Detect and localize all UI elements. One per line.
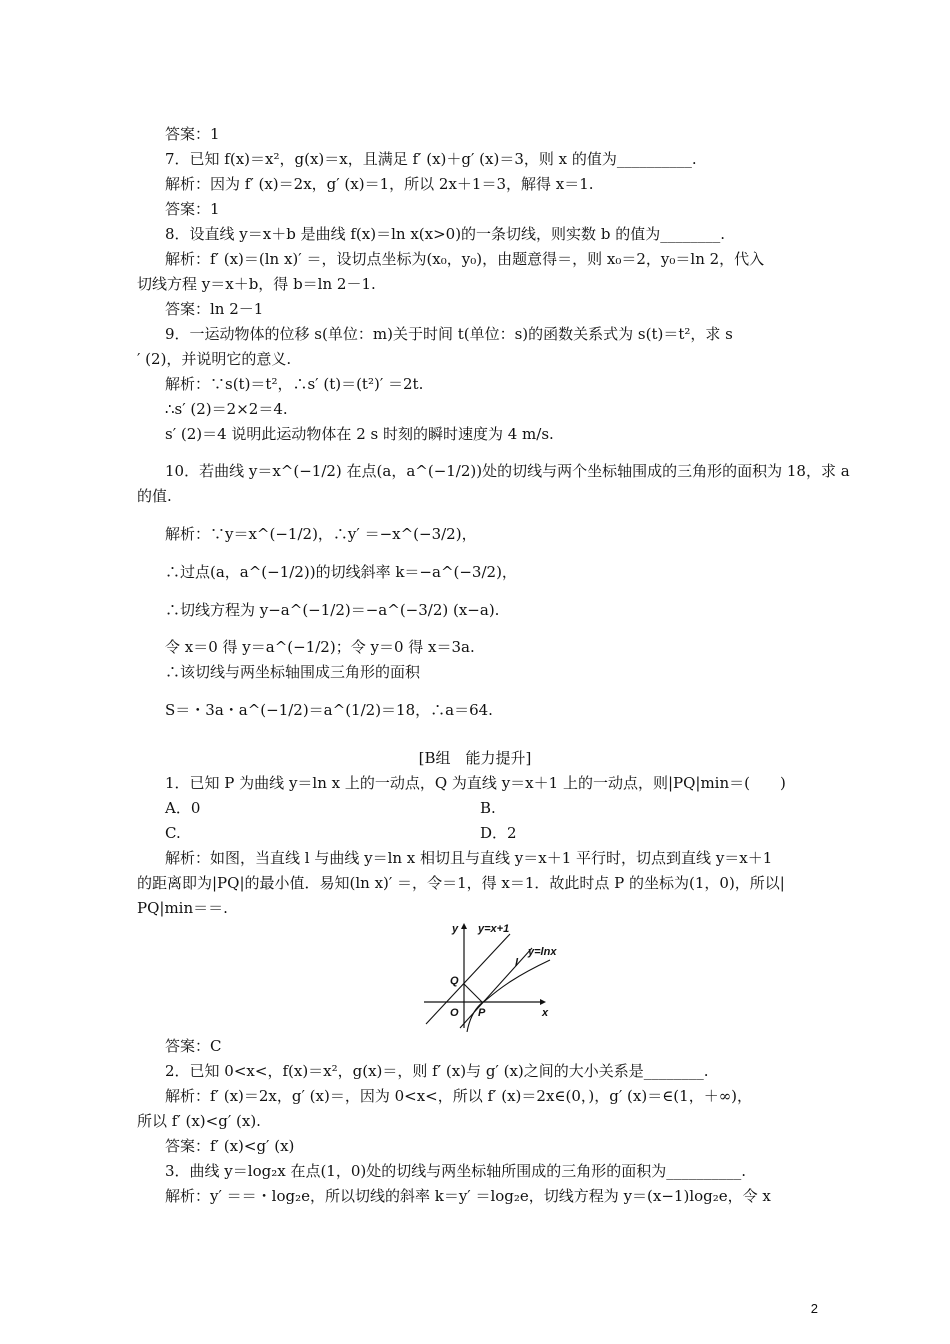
text-line-l28: 解析：如图，当直线 l 与曲线 y＝ln x 相切且与直线 y＝x＋1 平行时，切点到直线 y＝x＋1 bbox=[165, 849, 773, 867]
text-line-l33: 解析：f′ (x)＝2x，g′ (x)＝，因为 0<x<，所以 f′ (x)＝2x∈(0，)，g′ (x)＝∈(1，＋∞)， bbox=[165, 1087, 753, 1105]
curve-ln-x bbox=[467, 960, 550, 1032]
point-p-label: P bbox=[478, 1007, 486, 1019]
text-line-l36: 3．曲线 y＝log₂x 在点(1，0)处的切线与两坐标轴所围成的三角形的面积为__________. bbox=[165, 1162, 747, 1180]
text-line-l35: 答案：f′ (x)<g′ (x) bbox=[165, 1137, 295, 1155]
text-line-l25: B. bbox=[480, 799, 496, 817]
y-axis-label: y bbox=[452, 923, 459, 935]
text-line-l31: 答案：C bbox=[165, 1037, 222, 1055]
text-line-l27: D．2 bbox=[480, 824, 517, 842]
text-line-l16: 解析：∵y＝x^(−1/2)，∴y′ ＝−x^(−3/2)， bbox=[165, 525, 477, 543]
text-line-l19: 令 x＝0 得 y＝a^(−1/2)；令 y＝0 得 x＝3a. bbox=[165, 638, 475, 656]
text-line-l29: 的距离即为|PQ|的最小值．易知(ln x)′ ＝，令＝1，得 x＝1．故此时点 P 的坐标为(1，0)，所以| bbox=[137, 874, 785, 892]
line-y-equals-x-plus-1 bbox=[426, 934, 510, 1024]
curve-label: y=lnx bbox=[528, 946, 557, 958]
text-line-l26: C. bbox=[165, 824, 181, 842]
x-axis-label: x bbox=[542, 1007, 549, 1019]
text-line-l01: 答案：1 bbox=[165, 125, 220, 143]
origin-label: O bbox=[450, 1007, 459, 1019]
text-line-l34: 所以 f′ (x)<g′ (x). bbox=[137, 1112, 261, 1130]
text-line-l03: 解析：因为 f′ (x)＝2x，g′ (x)＝1，所以 2x＋1＝3，解得 x＝1. bbox=[165, 175, 594, 193]
text-line-l11: 解析：∵s(t)＝t²，∴s′ (t)＝(t²)′ ＝2t. bbox=[165, 375, 424, 393]
text-line-l06: 解析：f′ (x)＝(ln x)′ ＝，设切点坐标为(x₀，y₀)，由题意得＝，则 x₀＝2，y₀＝ln 2，代入 bbox=[165, 250, 765, 268]
text-line-l10: ′ (2)，并说明它的意义. bbox=[137, 350, 292, 368]
text-line-l37: 解析：y′ ＝＝・log₂e，所以切线的斜率 k＝y′ ＝log₂e，切线方程为 y＝(x−1)log₂e，令 x bbox=[165, 1187, 771, 1205]
text-line-l32: 2．已知 0<x<，f(x)＝x²，g(x)＝，则 f′ (x)与 g′ (x)之间的大小关系是________. bbox=[165, 1062, 709, 1080]
x-axis-arrow bbox=[540, 999, 546, 1005]
text-line-l20: ∴该切线与两坐标轴围成三角形的面积 bbox=[165, 663, 421, 681]
segment-qp bbox=[464, 984, 482, 1002]
text-line-l04: 答案：1 bbox=[165, 200, 220, 218]
text-line-l30: PQ|min＝＝. bbox=[137, 899, 228, 917]
text-line-l21: S＝・3a・a^(−1/2)＝a^(1/2)＝18，∴a＝64. bbox=[165, 701, 493, 719]
text-line-l02: 7．已知 f(x)＝x²，g(x)＝x，且满足 f′ (x)＋g′ (x)＝3，则 x 的值为__________. bbox=[165, 150, 697, 168]
graph-figure bbox=[420, 920, 570, 1032]
text-line-l15: 的值. bbox=[137, 487, 172, 505]
text-line-l14: 10．若曲线 y＝x^(−1/2) 在点(a，a^(−1/2))处的切线与两个坐标轴围成的三角形的面积为 18，求 a bbox=[165, 462, 850, 480]
text-line-l07: 切线方程 y＝x＋b，得 b＝ln 2－1. bbox=[137, 275, 376, 293]
text-line-l17: ∴过点(a，a^(−1/2))的切线斜率 k＝−a^(−3/2)， bbox=[165, 563, 517, 581]
text-line-l22: [B组 能力提升] bbox=[418, 749, 532, 767]
text-line-l18: ∴切线方程为 y−a^(−1/2)＝−a^(−3/2) (x−a). bbox=[165, 601, 500, 619]
text-line-l12: ∴s′ (2)＝2×2＝4. bbox=[165, 400, 288, 418]
text-line-l09: 9．一运动物体的位移 s(单位：m)关于时间 t(单位：s)的函数关系式为 s(t)＝t²，求 s bbox=[165, 325, 733, 343]
tangent-label: l bbox=[515, 957, 519, 969]
text-line-l05: 8．设直线 y＝x＋b 是曲线 f(x)＝ln x(x>0)的一条切线，则实数 b 的值为________. bbox=[165, 225, 725, 243]
text-line-l08: 答案：ln 2－1 bbox=[165, 300, 264, 318]
page-number: 2 bbox=[810, 1301, 818, 1316]
text-line-l24: A．0 bbox=[165, 799, 201, 817]
point-q-label: Q bbox=[450, 975, 459, 987]
text-line-l13: s′ (2)＝4 说明此运动物体在 2 s 时刻的瞬时速度为 4 m/s. bbox=[165, 425, 554, 443]
y-axis-arrow bbox=[461, 923, 467, 929]
tangent-line-l bbox=[460, 948, 532, 1028]
text-line-l23: 1．已知 P 为曲线 y＝ln x 上的一动点，Q 为直线 y＝x＋1 上的一动点，则|PQ|min＝( ) bbox=[165, 774, 786, 792]
line-label: y=x+1 bbox=[478, 923, 510, 935]
